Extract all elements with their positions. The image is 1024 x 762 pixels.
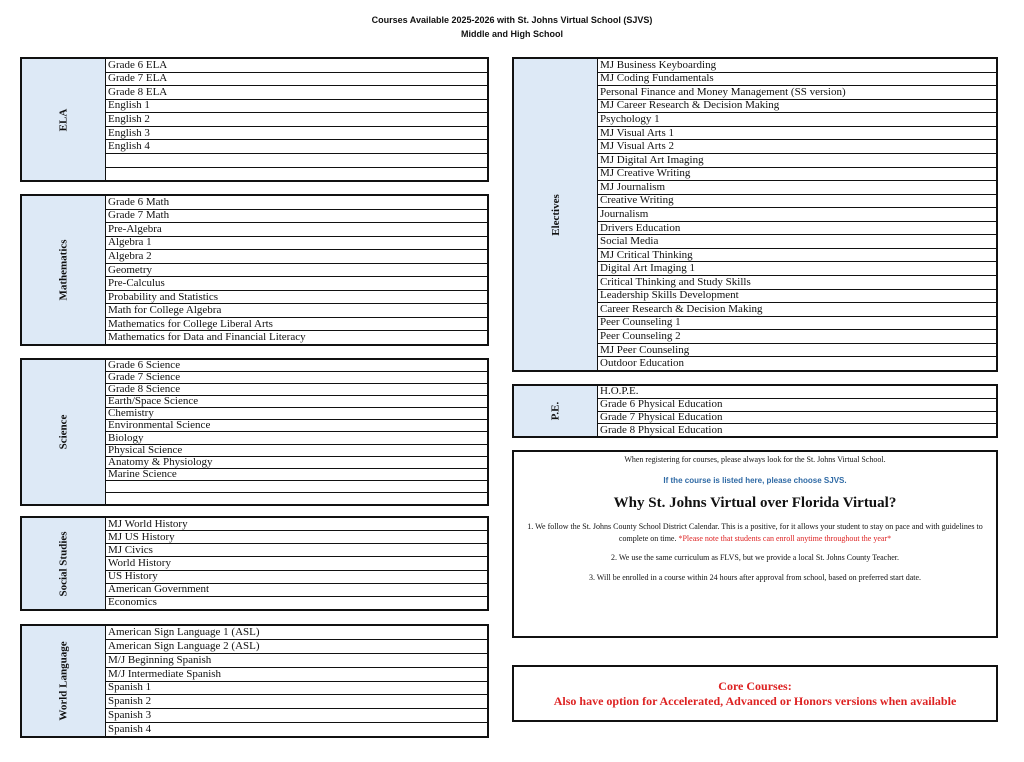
course-row: Peer Counseling 2	[598, 330, 996, 344]
social-label-cell	[22, 518, 106, 609]
course-row: Grade 8 ELA	[106, 86, 487, 100]
social-course-list	[106, 518, 487, 609]
science-label-cell	[22, 360, 106, 504]
course-row: English 4	[106, 140, 487, 154]
core-courses-box	[512, 665, 998, 722]
course-row	[106, 154, 487, 168]
course-row: MJ US History	[106, 531, 487, 544]
electives-label-cell	[514, 59, 598, 370]
course-row: MJ Civics	[106, 544, 487, 557]
info-point-1-note: *Please note that students can enroll anytime throughout the year*	[678, 533, 892, 543]
course-row: Social Media	[598, 235, 996, 249]
course-row: Grade 7 ELA	[106, 73, 487, 87]
course-row: Mathematics for College Liberal Arts	[106, 318, 487, 332]
course-row: Environmental Science	[106, 420, 487, 432]
course-row: American Sign Language 1 (ASL)	[106, 626, 487, 640]
course-row: Career Research & Decision Making	[598, 303, 996, 317]
course-row: Creative Writing	[598, 195, 996, 209]
world-language-section	[20, 624, 489, 738]
course-row: English 1	[106, 100, 487, 114]
course-row: MJ Journalism	[598, 181, 996, 195]
course-row: MJ Digital Art Imaging	[598, 154, 996, 168]
course-row: American Sign Language 2 (ASL)	[106, 640, 487, 654]
course-row: H.O.P.E.	[598, 386, 996, 399]
course-row: M/J Intermediate Spanish	[106, 668, 487, 682]
ela-label: ELA	[57, 108, 70, 131]
course-row: Leadership Skills Development	[598, 290, 996, 304]
course-row: Spanish 4	[108, 723, 152, 736]
ela-course-list	[106, 59, 487, 180]
info-box	[512, 450, 998, 638]
course-row: Spanish 2	[106, 695, 487, 709]
ela-section	[20, 57, 489, 182]
electives-section	[512, 57, 998, 372]
world-label: World Language	[57, 641, 70, 721]
course-row: Journalism	[598, 208, 996, 222]
math-label-cell	[22, 196, 106, 344]
social-studies-section	[20, 516, 489, 611]
course-row: Grade 6 ELA	[106, 59, 487, 73]
course-row: Spanish 1	[106, 682, 487, 696]
course-row: Drivers Education	[598, 222, 996, 236]
science-label: Science	[57, 414, 70, 450]
science-section	[20, 358, 489, 506]
pe-course-list	[598, 386, 996, 436]
document-subtitle: Middle and High School	[461, 29, 563, 39]
course-row: Spanish 3	[106, 709, 487, 723]
social-label: Social Studies	[57, 530, 70, 597]
electives-course-list	[598, 59, 996, 370]
pe-section	[512, 384, 998, 438]
course-row: Algebra 1	[106, 237, 487, 251]
course-row: English 2	[106, 113, 487, 127]
course-row: Grade 7 Math	[106, 210, 487, 224]
course-row: Mathematics for Data and Financial Literacy	[108, 331, 306, 344]
info-point-1	[520, 521, 990, 544]
course-row: Grade 6 Physical Education	[598, 399, 996, 412]
course-row: MJ Career Research & Decision Making	[598, 100, 996, 114]
course-row: MJ Visual Arts 1	[598, 127, 996, 141]
electives-label: Electives	[549, 193, 562, 236]
course-row: MJ Visual Arts 2	[598, 140, 996, 154]
document-title: Courses Available 2025-2026 with St. Johns Virtual School (SJVS)	[371, 15, 653, 25]
course-row: Digital Art Imaging 1	[598, 262, 996, 276]
course-row: Grade 7 Science	[106, 372, 487, 384]
course-row	[106, 168, 487, 181]
course-row: American Government	[106, 584, 487, 597]
core-courses-title: Core Courses:	[718, 678, 792, 693]
course-row: Geometry	[106, 264, 487, 278]
course-row: English 3	[106, 127, 487, 141]
course-row: Outdoor Education	[600, 357, 685, 370]
course-row: Pre-Algebra	[106, 223, 487, 237]
course-row: Peer Counseling 1	[598, 317, 996, 331]
info-heading: Why St. Johns Virtual over Florida Virtual?	[613, 495, 897, 511]
math-course-list	[106, 196, 487, 344]
course-row: World History	[106, 557, 487, 570]
course-row: Earth/Space Science	[106, 396, 487, 408]
ela-label-cell	[22, 59, 106, 180]
course-row: MJ Creative Writing	[598, 168, 996, 182]
course-row: Grade 8 Science	[106, 384, 487, 396]
course-row	[106, 493, 487, 504]
course-row: MJ Peer Counseling	[598, 344, 996, 358]
course-row: Marine Science	[106, 469, 487, 481]
course-row: M/J Beginning Spanish	[106, 654, 487, 668]
info-listed: If the course is listed here, please choose SJVS.	[663, 476, 847, 485]
science-course-list	[106, 360, 487, 504]
course-row: MJ Business Keyboarding	[598, 59, 996, 73]
course-row: Grade 6 Math	[106, 196, 487, 210]
course-row: Biology	[106, 432, 487, 444]
info-point-3: 3. Will be enrolled in a course within 24 hours after approval from school, based on preferred start date.	[588, 573, 922, 583]
course-row: Grade 7 Physical Education	[598, 412, 996, 425]
info-point-1-text: 1. We follow the St. Johns County School District Calendar. This is a positive, for it allows your student to stay on pace and with guidelines to complete on time.	[527, 522, 983, 543]
core-courses-note: Also have option for Accelerated, Advanced or Honors versions when available	[553, 693, 957, 708]
mathematics-section	[20, 194, 489, 346]
world-course-list	[106, 626, 487, 736]
course-row: Psychology 1	[598, 113, 996, 127]
course-row: Physical Science	[106, 445, 487, 457]
math-label: Mathematics	[57, 239, 70, 301]
course-row: MJ Critical Thinking	[598, 249, 996, 263]
course-row: Pre-Calculus	[106, 277, 487, 291]
course-row: Algebra 2	[106, 250, 487, 264]
course-row: US History	[106, 571, 487, 584]
course-row: Personal Finance and Money Management (SS version)	[598, 86, 996, 100]
world-label-cell	[22, 626, 106, 736]
course-row: Chemistry	[106, 408, 487, 420]
info-intro: When registering for courses, please always look for the St. Johns Virtual School.	[624, 455, 886, 464]
course-row: Math for College Algebra	[106, 304, 487, 318]
course-row: Economics	[108, 596, 157, 609]
course-row: Critical Thinking and Study Skills	[598, 276, 996, 290]
course-row: Probability and Statistics	[106, 291, 487, 305]
course-row: Grade 8 Physical Education	[600, 424, 723, 436]
course-row: Anatomy & Physiology	[106, 457, 487, 469]
pe-label: P.E.	[549, 401, 562, 421]
info-point-2: 2. We use the same curriculum as FLVS, but we provide a local St. Johns County Teacher.	[611, 553, 899, 563]
course-row: MJ Coding Fundamentals	[598, 73, 996, 87]
pe-label-cell	[514, 386, 598, 436]
course-row	[106, 481, 487, 493]
course-row: Grade 6 Science	[106, 360, 487, 372]
course-row: MJ World History	[106, 518, 487, 531]
